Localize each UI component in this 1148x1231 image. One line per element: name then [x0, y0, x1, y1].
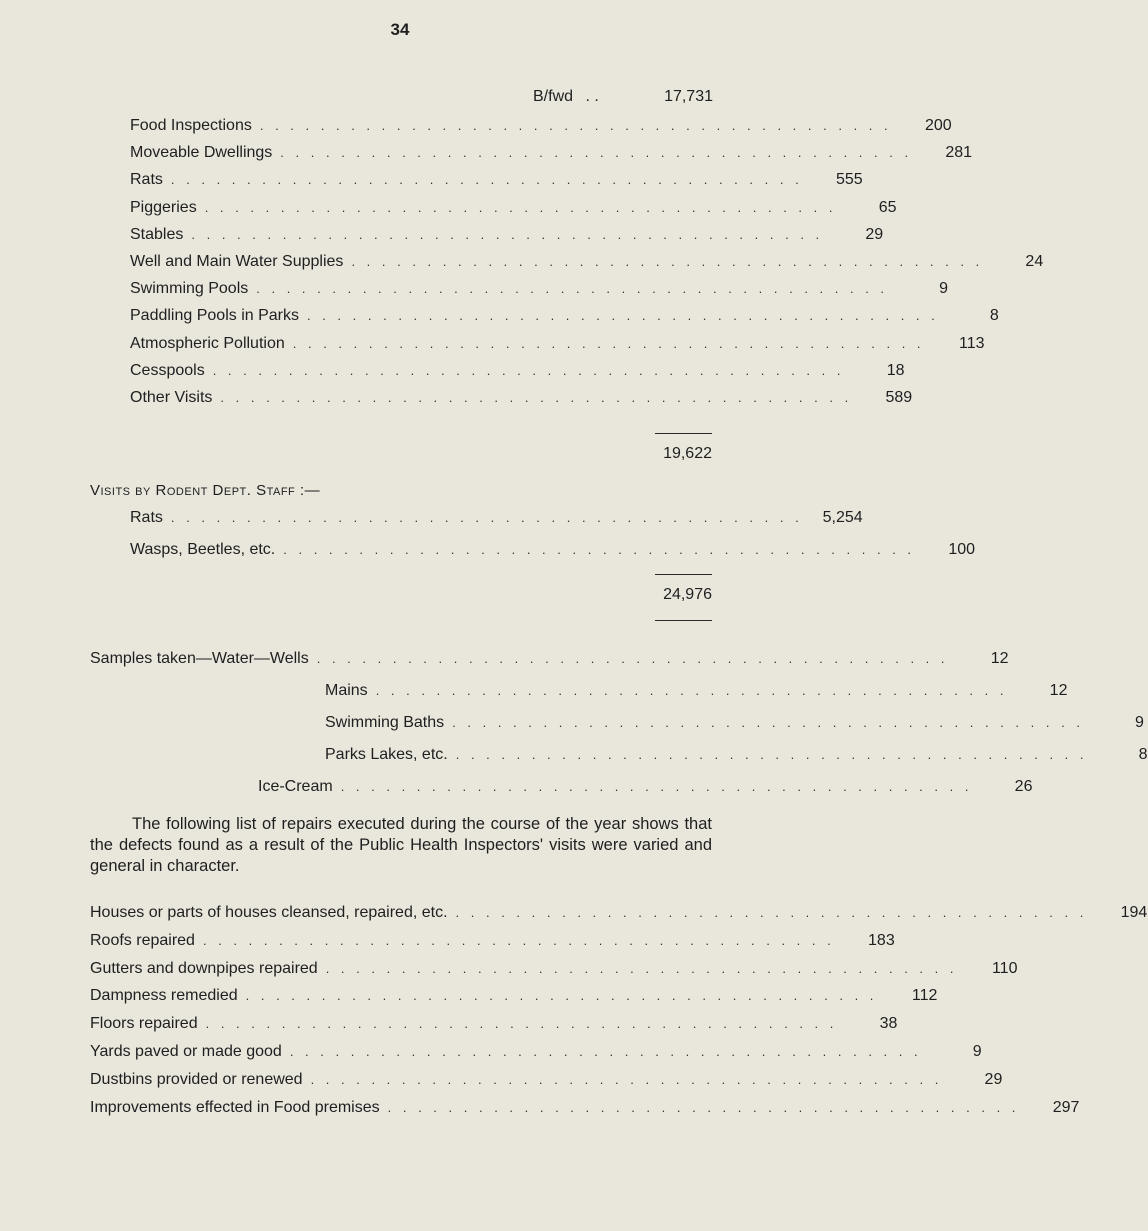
inspections-leader-dots: . . . . . . . . . . . . . . . . . . . . . . . . . . . . . . . . . . . . . . . . . . [170, 172, 803, 188]
inspections-leader-dots: . . . . . . . . . . . . . . . . . . . . . . . . . . . . . . . . . . . . . . . . . . [259, 118, 892, 133]
rodent-leader-dots: . . . . . . . . . . . . . . . . . . . . . . . . . . . . . . . . . . . . . . . . . . [283, 542, 916, 557]
samples-row [325, 742, 1148, 768]
inspections-row [130, 140, 973, 166]
repairs-label: Dampness remedied [90, 987, 238, 1005]
samples-leader-dots: . . . . . . . . . . . . . . . . . . . . . . . . . . . . . . . . . . . . . . . . . . [316, 651, 949, 666]
inspections-leader-dots: . . . . . . . . . . . . . . . . . . . . . . . . . . . . . . . . . . . . . . . . . . [191, 226, 824, 242]
inspections-row [130, 113, 952, 139]
samples-label: Swimming Baths [325, 714, 445, 731]
repairs-row [90, 900, 1148, 926]
inspections-value: 29 [865, 225, 884, 243]
repairs-value: 110 [991, 959, 1018, 977]
inspections-value: 24 [1025, 253, 1044, 270]
inspections-label: Other Visits [130, 389, 213, 406]
samples-label: Parks Lakes, etc. [325, 746, 448, 763]
inspections-value: 113 [959, 334, 985, 352]
inspections-label: Swimming Pools [130, 280, 249, 298]
subtotal-2-row [600, 582, 712, 608]
inspections-value: 555 [835, 171, 863, 189]
page-number: 34 [390, 20, 410, 39]
rodent-row [130, 537, 976, 563]
inspections-label: Piggeries [130, 198, 197, 216]
inspections-row [130, 249, 1044, 275]
inspections-leader-dots: . . . . . . . . . . . . . . . . . . . . . . . . . . . . . . . . . . . . . . . . . . [306, 308, 939, 324]
repairs-intro-paragraph: The following list of repairs executed during the course of the year shows that the defects found as a result of the Public Health Inspectors' visits were varied and general in character. [90, 815, 712, 875]
repairs-row [90, 1067, 1003, 1093]
brought-forward-dots: . . [585, 88, 599, 105]
samples-value: 12 [990, 650, 1009, 667]
repairs-label: Houses or parts of houses cleansed, repaired, etc. [90, 904, 448, 921]
repairs-row [90, 983, 938, 1009]
repairs-value: 9 [972, 1043, 982, 1060]
inspections-label: Cesspools [130, 361, 205, 379]
repairs-row [90, 1039, 982, 1065]
inspections-label: Paddling Pools in Parks [130, 307, 299, 325]
brought-forward-row [533, 88, 713, 106]
repairs-row [90, 928, 895, 954]
brought-forward-label: B/fwd [533, 88, 574, 105]
subtotal-rule-1 [655, 433, 712, 434]
repairs-leader-dots: . . . . . . . . . . . . . . . . . . . . . . . . . . . . . . . . . . . . . . . . . . [245, 988, 878, 1004]
samples-row [258, 774, 1033, 800]
inspections-value: 281 [945, 144, 973, 162]
inspections-label: Moveable Dwellings [130, 144, 273, 162]
repairs-value: 29 [984, 1070, 1003, 1088]
rodent-label: Rats [130, 509, 163, 526]
inspections-leader-dots: . . . . . . . . . . . . . . . . . . . . . . . . . . . . . . . . . . . . . . . . . . [204, 199, 837, 215]
inspections-row [130, 167, 863, 193]
subtotal-1-row [600, 441, 712, 467]
repairs-label: Gutters and downpipes repaired [90, 959, 318, 977]
repairs-label: Dustbins provided or renewed [90, 1070, 303, 1088]
samples-leader-dots: . . . . . . . . . . . . . . . . . . . . . . . . . . . . . . . . . . . . . . . . . . [375, 683, 1008, 698]
rodent-label: Wasps, Beetles, etc. [130, 541, 276, 558]
repairs-row [90, 956, 1018, 982]
samples-value: 9 [1135, 714, 1144, 731]
inspections-row [130, 385, 913, 411]
repairs-value: 194 [1120, 904, 1148, 921]
repairs-value: 183 [868, 931, 895, 949]
inspections-leader-dots: . . . . . . . . . . . . . . . . . . . . . . . . . . . . . . . . . . . . . . . . . . [280, 145, 913, 161]
total-rule [655, 620, 712, 621]
subtotal-1-value: 19,622 [663, 445, 712, 462]
repairs-label: Yards paved or made good [90, 1043, 282, 1060]
repairs-label: Roofs repaired [90, 931, 195, 949]
samples-value: 8 [1138, 746, 1148, 763]
inspections-row [130, 358, 905, 384]
inspections-value: 9 [939, 280, 949, 298]
inspections-value: 18 [886, 361, 905, 379]
repairs-leader-dots: . . . . . . . . . . . . . . . . . . . . . . . . . . . . . . . . . . . . . . . . . . [289, 1044, 922, 1059]
inspections-label: Atmospheric Pollution [130, 334, 285, 352]
inspections-value: 8 [989, 307, 999, 325]
repairs-value: 297 [1052, 1098, 1080, 1116]
inspections-leader-dots: . . . . . . . . . . . . . . . . . . . . . . . . . . . . . . . . . . . . . . . . . . [292, 335, 925, 351]
inspections-row [130, 195, 897, 221]
inspections-leader-dots: . . . . . . . . . . . . . . . . . . . . . . . . . . . . . . . . . . . . . . . . . . [220, 390, 853, 405]
samples-label: Samples taken—Water—Wells [90, 650, 309, 667]
inspections-value: 200 [924, 117, 952, 134]
samples-row [90, 646, 1009, 672]
inspections-label: Stables [130, 225, 184, 243]
subtotal-2-value: 24,976 [663, 586, 712, 603]
inspections-label: Rats [130, 171, 163, 189]
inspections-row [130, 222, 884, 248]
inspections-value: 589 [885, 389, 913, 406]
repairs-row [90, 1011, 898, 1037]
samples-value: 26 [1014, 778, 1033, 795]
samples-row [325, 678, 1068, 704]
brought-forward-value: 17,731 [664, 88, 713, 105]
samples-label: Mains [325, 682, 368, 699]
rodent-row [130, 505, 863, 531]
samples-leader-dots: . . . . . . . . . . . . . . . . . . . . . . . . . . . . . . . . . . . . . . . . . . [455, 747, 1088, 762]
repairs-value: 38 [879, 1015, 898, 1033]
inspections-row [130, 276, 949, 302]
inspections-label: Well and Main Water Supplies [130, 253, 344, 270]
rodent-heading: Visits by Rodent Dept. Staff :— [90, 482, 321, 499]
samples-label: Ice-Cream [258, 778, 333, 795]
repairs-row [90, 1095, 1080, 1121]
inspections-label: Food Inspections [130, 117, 252, 134]
inspections-row [130, 303, 999, 329]
repairs-leader-dots: . . . . . . . . . . . . . . . . . . . . . . . . . . . . . . . . . . . . . . . . . . [455, 905, 1088, 920]
samples-leader-dots: . . . . . . . . . . . . . . . . . . . . . . . . . . . . . . . . . . . . . . . . . . [340, 779, 973, 794]
samples-row [325, 710, 1144, 736]
repairs-leader-dots: . . . . . . . . . . . . . . . . . . . . . . . . . . . . . . . . . . . . . . . . . . [387, 1099, 1020, 1115]
repairs-label: Improvements effected in Food premises [90, 1098, 380, 1116]
repairs-value: 112 [911, 987, 938, 1005]
samples-value: 12 [1049, 682, 1068, 699]
rodent-value: 100 [948, 541, 976, 558]
repairs-label: Floors repaired [90, 1015, 198, 1033]
subtotal-rule-2 [655, 574, 712, 575]
inspections-value: 65 [878, 198, 897, 216]
repairs-leader-dots: . . . . . . . . . . . . . . . . . . . . . . . . . . . . . . . . . . . . . . . . . . [202, 932, 835, 948]
samples-leader-dots: . . . . . . . . . . . . . . . . . . . . . . . . . . . . . . . . . . . . . . . . . . [452, 715, 1084, 730]
repairs-leader-dots: . . . . . . . . . . . . . . . . . . . . . . . . . . . . . . . . . . . . . . . . . . [325, 960, 958, 976]
rodent-leader-dots: . . . . . . . . . . . . . . . . . . . . . . . . . . . . . . . . . . . . . . . . . . [170, 510, 803, 525]
inspections-leader-dots: . . . . . . . . . . . . . . . . . . . . . . . . . . . . . . . . . . . . . . . . . . [351, 254, 984, 269]
inspections-leader-dots: . . . . . . . . . . . . . . . . . . . . . . . . . . . . . . . . . . . . . . . . . . [212, 362, 845, 378]
inspections-row [130, 331, 985, 357]
repairs-leader-dots: . . . . . . . . . . . . . . . . . . . . . . . . . . . . . . . . . . . . . . . . . . [205, 1016, 838, 1032]
rodent-value: 5,254 [822, 509, 863, 526]
inspections-leader-dots: . . . . . . . . . . . . . . . . . . . . . . . . . . . . . . . . . . . . . . . . . . [256, 281, 889, 297]
repairs-leader-dots: . . . . . . . . . . . . . . . . . . . . . . . . . . . . . . . . . . . . . . . . . . [310, 1071, 943, 1087]
